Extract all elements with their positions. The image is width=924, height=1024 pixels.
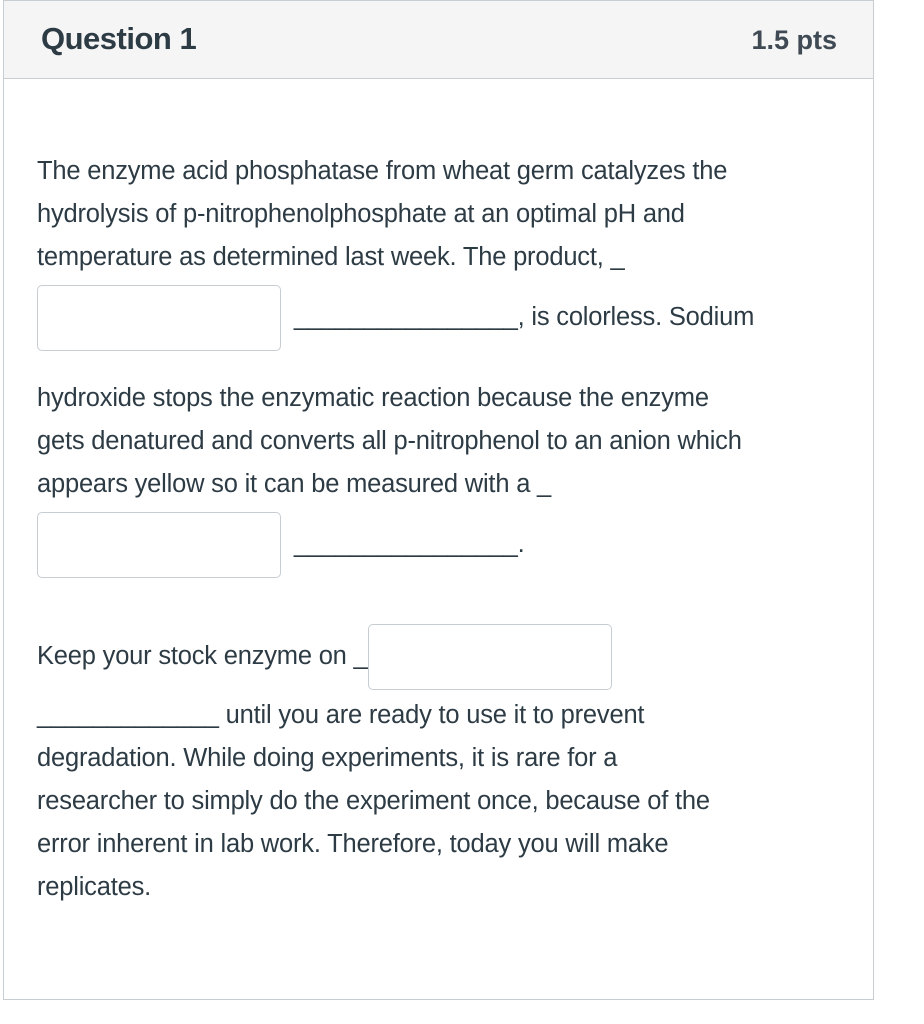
text-line: gets denatured and converts all p-nitrophenol to an anion which (37, 427, 742, 455)
text-fragment: Keep your stock enzyme on _ (37, 642, 368, 670)
text-fragment: ________________. (293, 530, 525, 558)
text-line: temperature as determined last week. The product, _ (37, 243, 625, 271)
text-line: hydroxide stops the enzymatic reaction because the enzyme (37, 384, 709, 412)
text-line: error inherent in lab work. Therefore, today you will make (37, 830, 669, 858)
blank-line-1 (37, 279, 847, 355)
text-line: _____________ until you are ready to use it to prevent (37, 701, 645, 729)
text-line: replicates. (37, 873, 152, 901)
question-title: Question 1 (41, 21, 197, 56)
text-fragment: ________________, is colorless. Sodium (293, 303, 755, 331)
question-paragraph-3 (37, 618, 847, 909)
text-line: appears yellow so it can be measured with a _ (37, 470, 552, 498)
answer-blank-1-input[interactable] (37, 285, 281, 351)
question-text (37, 150, 847, 909)
text-line: degradation. While doing experiments, it is rare for a (37, 744, 618, 772)
text-line: hydrolysis of p-nitrophenolphosphate at an optimal pH and (37, 200, 685, 228)
text-line: The enzyme acid phosphatase from wheat germ catalyzes the (37, 157, 728, 185)
answer-blank-3-input[interactable] (368, 624, 612, 690)
blank-line-3 (37, 618, 847, 694)
text-line: researcher to simply do the experiment once, because of the (37, 787, 710, 815)
question-paragraph-2 (37, 377, 847, 582)
question-paragraph-1 (37, 150, 847, 355)
answer-blank-2-input[interactable] (37, 512, 281, 578)
blank-line-2 (37, 506, 847, 582)
question-header (4, 1, 873, 79)
question-points: 1.5 pts (751, 25, 837, 55)
